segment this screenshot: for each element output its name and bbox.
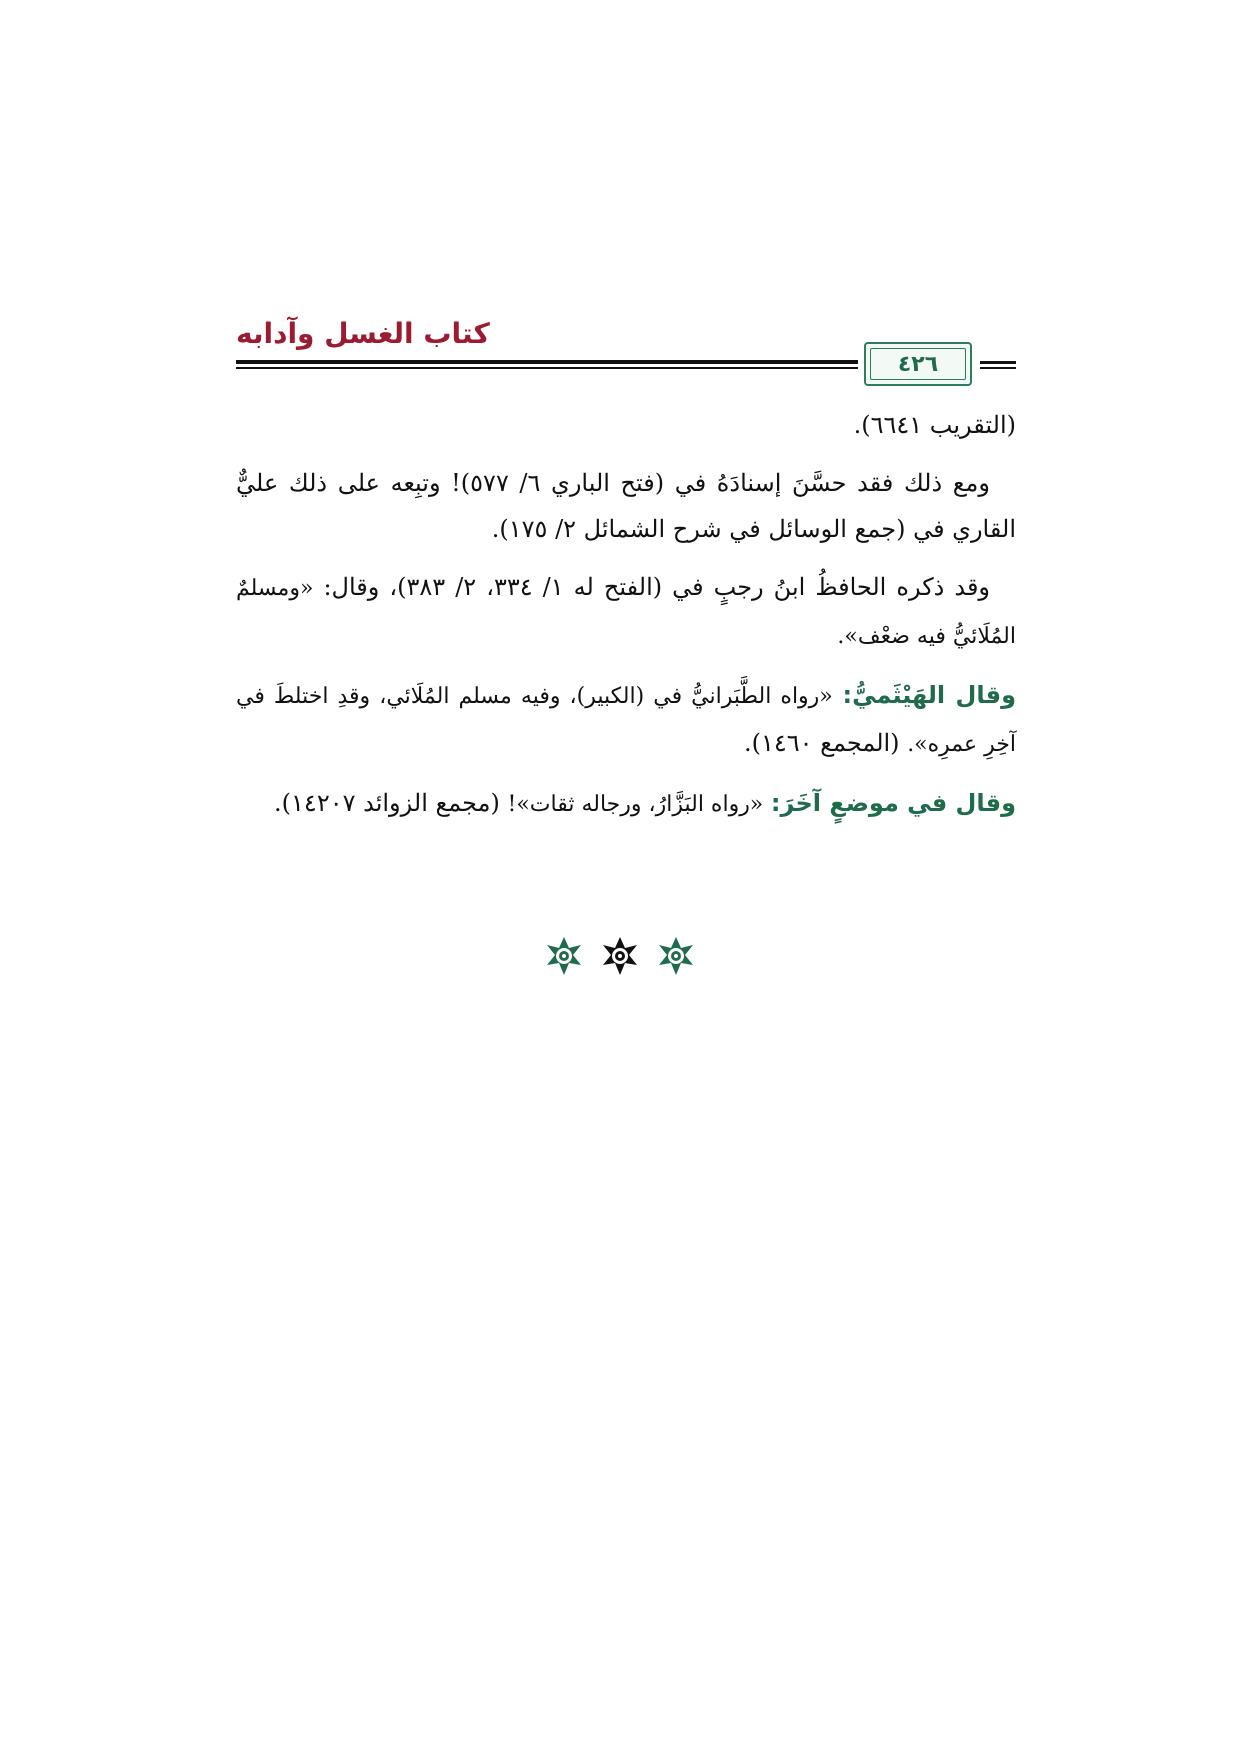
header-rule-right-thin: [980, 367, 1016, 369]
page-header: [236, 316, 1016, 388]
book-title: كتاب الغسل وآدابه: [236, 317, 490, 350]
header-rule-right-thick: [980, 361, 1016, 364]
paragraph-5: [236, 780, 1016, 828]
paragraph-3-text: وقد ذكره الحافظُ ابنُ رجبٍ في (الفتح له ١/ ٣٣٤، ٢/ ٣٨٣)، وقال:: [323, 573, 991, 601]
paragraph-4-quote: «رواه الطَّبَرانيُّ في (الكبير)، وفيه مسلم المُلَائي، وقدِ اختلطَ في آخِرِ عمرِه».: [236, 684, 1016, 757]
star-flower-ornament-icon: [656, 936, 696, 976]
paragraph-2: [236, 460, 1016, 552]
paragraph-1: [236, 402, 1016, 448]
paragraph-4-lead: وقال الهَيْثَميُّ:: [842, 681, 1017, 709]
header-rule-thick: [236, 360, 858, 364]
paragraph-3: [236, 564, 1016, 660]
paragraph-2-text: ومع ذلك فقد حسَّنَ إسنادَهُ في (فتح الباري ٦/ ٥٧٧)! وتبِعه على ذلك عليٌّ القاري في (جمع الوسائل في شرح الشمائل ٢/ ١٧٥).: [236, 469, 1016, 543]
paragraph-5-lead: وقال في موضعٍ آخَرَ:: [770, 789, 1016, 817]
paragraph-1-text: (التقريب ٦٦٤١).: [853, 411, 1016, 439]
section-end-ornaments: [0, 936, 1240, 976]
paragraph-5-ref: (مجمع الزوائد ١٤٢٠٧).: [274, 789, 500, 817]
page-body: [236, 402, 1016, 840]
paragraph-5-quote: «رواه البَزَّارُ، ورجاله ثقات»!: [507, 792, 764, 817]
page-number: ٤٢٦: [897, 351, 939, 377]
paragraph-4-ref: (المجمع ١٤٦٠).: [743, 729, 900, 757]
paragraph-4: [236, 672, 1016, 768]
page-number-frame: [864, 342, 972, 386]
star-flower-ornament-icon: [600, 936, 640, 976]
paragraph-3-quote: «ومسلمٌ المُلَائيُّ فيه ضعْف».: [236, 576, 1016, 649]
star-flower-ornament-icon: [544, 936, 584, 976]
header-rule-thin: [236, 367, 858, 369]
